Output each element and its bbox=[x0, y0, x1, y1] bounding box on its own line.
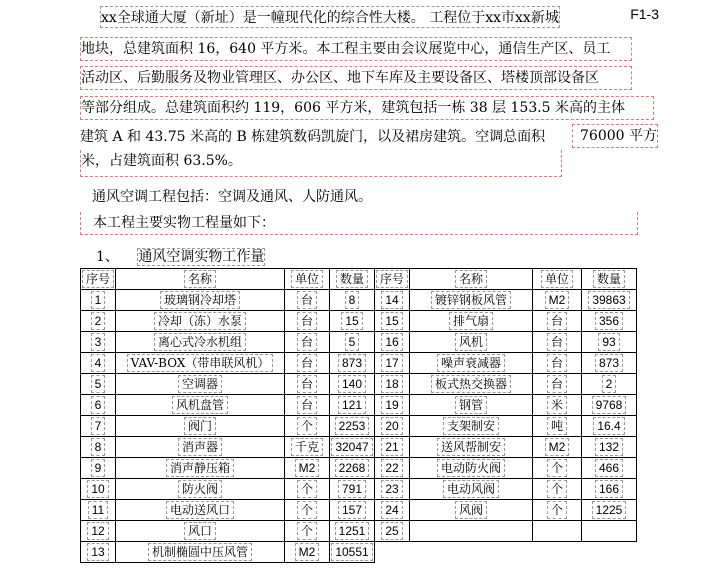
cell-text: M2 bbox=[295, 543, 320, 561]
cell-unit bbox=[285, 416, 330, 437]
cell-quantity bbox=[330, 542, 375, 563]
cell-index bbox=[81, 353, 116, 374]
cell-name bbox=[410, 353, 533, 374]
cell-quantity bbox=[330, 521, 375, 542]
cell-index bbox=[81, 374, 116, 395]
cell-text: 台 bbox=[297, 333, 317, 351]
cell-text: 风机 bbox=[455, 333, 487, 351]
cell-unit bbox=[533, 458, 582, 479]
cell-text: 8 bbox=[345, 291, 360, 309]
cell-text: 18 bbox=[381, 375, 402, 393]
works-table bbox=[80, 268, 637, 563]
cell-text: 132 bbox=[595, 438, 623, 456]
cell-text: 台 bbox=[297, 375, 317, 393]
cell-text: 支架制安 bbox=[443, 417, 499, 435]
header-label: 序号 bbox=[376, 270, 408, 288]
cell-text: 8 bbox=[91, 438, 106, 456]
intro-line-2: 地块，总建筑面积 16，640 平方米。本工程主要由会议展览中心，通信生产区、员工 bbox=[80, 37, 632, 61]
cell-index bbox=[375, 311, 410, 332]
cell-unit bbox=[533, 500, 582, 521]
cell-text: 排气扇 bbox=[449, 312, 493, 330]
cell-unit bbox=[285, 521, 330, 542]
cell-index bbox=[81, 500, 116, 521]
cell-quantity bbox=[582, 542, 637, 563]
header-name bbox=[116, 269, 285, 290]
cell-text: 25 bbox=[381, 522, 402, 540]
header-quantity bbox=[330, 269, 375, 290]
cell-unit bbox=[533, 542, 582, 563]
header-name bbox=[410, 269, 533, 290]
cell-name bbox=[116, 500, 285, 521]
cell-unit bbox=[533, 332, 582, 353]
cell-text: 22 bbox=[381, 459, 402, 477]
cell-text: 玻璃钢冷却塔 bbox=[160, 291, 240, 309]
cell-text: 9 bbox=[91, 459, 106, 477]
cell-text: 11 bbox=[88, 501, 108, 519]
table-header-row bbox=[81, 269, 637, 290]
cell-text: 32047 bbox=[331, 438, 372, 456]
cell-name bbox=[116, 458, 285, 479]
cell-text: 19 bbox=[381, 396, 402, 414]
cell-index bbox=[375, 374, 410, 395]
cell-unit bbox=[285, 395, 330, 416]
section-title bbox=[96, 246, 265, 266]
cell-text: 10 bbox=[87, 480, 108, 498]
cell-index bbox=[375, 458, 410, 479]
cell-text: 米 bbox=[547, 396, 567, 414]
intro-line-6-text: 米，占建筑面积 63.5%。 bbox=[81, 153, 242, 169]
cell-unit bbox=[285, 458, 330, 479]
cell-index bbox=[81, 290, 116, 311]
cell-quantity bbox=[582, 479, 637, 500]
table-row bbox=[81, 353, 637, 374]
cell-name bbox=[410, 395, 533, 416]
cell-unit bbox=[285, 479, 330, 500]
cell-text: 个 bbox=[297, 501, 317, 519]
cell-index bbox=[81, 479, 116, 500]
cell-name bbox=[116, 332, 285, 353]
cell-quantity bbox=[330, 332, 375, 353]
cell-text: 4 bbox=[91, 354, 106, 372]
cell-text: 防火阀 bbox=[178, 480, 222, 498]
cell-text: 21 bbox=[381, 438, 402, 456]
summary-line bbox=[80, 212, 638, 235]
cell-text: 冷却（冻）水泵 bbox=[154, 312, 246, 330]
cell-quantity bbox=[582, 311, 637, 332]
table-row bbox=[81, 458, 637, 479]
cell-text: 873 bbox=[338, 354, 366, 372]
cell-name bbox=[116, 416, 285, 437]
table-row bbox=[81, 290, 637, 311]
cell-unit bbox=[285, 500, 330, 521]
cell-quantity bbox=[330, 500, 375, 521]
cell-text: 电动风阀 bbox=[443, 480, 499, 498]
cell-text: 1225 bbox=[592, 501, 627, 519]
header-label: 序号 bbox=[82, 270, 114, 288]
cell-quantity bbox=[330, 290, 375, 311]
cell-text: 16.4 bbox=[593, 417, 624, 435]
cell-name bbox=[410, 437, 533, 458]
cell-text: 157 bbox=[338, 501, 366, 519]
cell-index bbox=[375, 332, 410, 353]
summary-text: 本工程主要实物工程量如下： bbox=[93, 215, 275, 231]
cell-name bbox=[410, 479, 533, 500]
cell-name bbox=[410, 374, 533, 395]
cell-name bbox=[116, 437, 285, 458]
cell-unit bbox=[285, 353, 330, 374]
cell-index bbox=[81, 416, 116, 437]
cell-index bbox=[375, 521, 410, 542]
intro-line-3: 活动区、后勤服务及物业管理区、办公区、地下车库及主要设备区、塔楼顶部设备区 bbox=[80, 66, 632, 90]
cell-text: 5 bbox=[91, 375, 106, 393]
cell-text: 10551 bbox=[331, 543, 372, 561]
cell-text: 873 bbox=[595, 354, 623, 372]
cell-text: 个 bbox=[297, 480, 317, 498]
cell-text: 17 bbox=[381, 354, 402, 372]
cell-index bbox=[81, 437, 116, 458]
cell-name bbox=[410, 416, 533, 437]
cell-text: 个 bbox=[547, 459, 567, 477]
cell-index bbox=[375, 395, 410, 416]
cell-quantity bbox=[330, 353, 375, 374]
cell-name bbox=[116, 374, 285, 395]
cell-text: 台 bbox=[547, 375, 567, 393]
cell-text: 2268 bbox=[335, 459, 370, 477]
cell-unit bbox=[285, 542, 330, 563]
cell-name bbox=[116, 521, 285, 542]
cell-text: 风口 bbox=[184, 522, 216, 540]
cell-text: 1 bbox=[91, 291, 106, 309]
table-row bbox=[81, 542, 637, 563]
header-unit bbox=[533, 269, 582, 290]
cell-name bbox=[116, 353, 285, 374]
cell-index bbox=[81, 332, 116, 353]
cell-text: 16 bbox=[381, 333, 402, 351]
cell-text: 12 bbox=[87, 522, 108, 540]
intro-line-5-tail: 76000 平方 bbox=[572, 124, 658, 148]
cell-text: 镀锌钢板风管 bbox=[431, 291, 511, 309]
cell-unit bbox=[533, 311, 582, 332]
cell-name bbox=[116, 290, 285, 311]
cell-text: 466 bbox=[595, 459, 623, 477]
cell-quantity bbox=[330, 437, 375, 458]
cell-index bbox=[375, 416, 410, 437]
cell-text: 台 bbox=[547, 312, 567, 330]
cell-quantity bbox=[582, 353, 637, 374]
cell-text: 93 bbox=[598, 333, 619, 351]
cell-index bbox=[81, 395, 116, 416]
header-label: 数量 bbox=[593, 270, 625, 288]
cell-text: 吨 bbox=[547, 417, 567, 435]
cell-text: 6 bbox=[91, 396, 106, 414]
cell-text: 个 bbox=[297, 417, 317, 435]
cell-text: 台 bbox=[297, 291, 317, 309]
cell-name bbox=[116, 311, 285, 332]
cell-index bbox=[81, 542, 116, 563]
header-label: 名称 bbox=[455, 270, 487, 288]
cell-text: 风机盘管 bbox=[172, 396, 228, 414]
cell-text: 消声静压箱 bbox=[166, 459, 234, 477]
cell-text: M2 bbox=[545, 291, 570, 309]
header-quantity bbox=[582, 269, 637, 290]
intro-line-1: xx全球通大厦（新址）是一幢现代化的综合性大楼。 工程位于xx市xx新城 bbox=[100, 6, 560, 28]
cell-index bbox=[81, 521, 116, 542]
cell-text: 电动送风口 bbox=[166, 501, 234, 519]
page-reference: F1-3 bbox=[630, 6, 659, 22]
cell-index bbox=[375, 500, 410, 521]
table-row bbox=[81, 521, 637, 542]
cell-text: 板式热交换器 bbox=[431, 375, 511, 393]
header-index bbox=[375, 269, 410, 290]
intro-line-6 bbox=[80, 150, 562, 177]
cell-unit bbox=[285, 437, 330, 458]
cell-name bbox=[116, 479, 285, 500]
cell-index bbox=[375, 437, 410, 458]
cell-quantity bbox=[330, 395, 375, 416]
scope-line: 通风空调工程包括：空调及通风、人防通风。 bbox=[92, 189, 372, 205]
cell-name bbox=[410, 500, 533, 521]
cell-text: 2 bbox=[91, 312, 106, 330]
cell-text: 24 bbox=[381, 501, 402, 519]
cell-index bbox=[81, 458, 116, 479]
cell-text: 13 bbox=[87, 543, 108, 561]
cell-text: 台 bbox=[297, 312, 317, 330]
section-title-text: 通风空调实物工作量 bbox=[138, 249, 265, 265]
cell-quantity bbox=[582, 521, 637, 542]
header-unit bbox=[285, 269, 330, 290]
table-row bbox=[81, 332, 637, 353]
cell-text: 121 bbox=[338, 396, 366, 414]
cell-text: 离心式冷水机组 bbox=[154, 333, 246, 351]
intro-line-4: 等部分组成。总建筑面积约 119，606 平方米，建筑包括一栋 38 层 153.5 米高的主体 bbox=[80, 96, 654, 120]
cell-text: 电动防火阀 bbox=[437, 459, 505, 477]
cell-text: 9768 bbox=[592, 396, 627, 414]
cell-name bbox=[410, 458, 533, 479]
cell-text: 噪声衰减器 bbox=[437, 354, 505, 372]
cell-text: 356 bbox=[595, 312, 623, 330]
cell-unit bbox=[533, 353, 582, 374]
table-row bbox=[81, 311, 637, 332]
cell-index bbox=[81, 311, 116, 332]
cell-text: 风阀 bbox=[455, 501, 487, 519]
cell-unit bbox=[533, 521, 582, 542]
cell-unit bbox=[533, 374, 582, 395]
cell-quantity bbox=[330, 311, 375, 332]
cell-text: 15 bbox=[381, 312, 402, 330]
cell-text: VAV-BOX（带串联风机） bbox=[127, 354, 274, 372]
cell-quantity bbox=[330, 416, 375, 437]
cell-unit bbox=[533, 290, 582, 311]
cell-name bbox=[410, 290, 533, 311]
cell-quantity bbox=[330, 458, 375, 479]
cell-text: 2 bbox=[602, 375, 617, 393]
cell-quantity bbox=[582, 374, 637, 395]
header-label: 数量 bbox=[336, 270, 368, 288]
cell-quantity bbox=[582, 332, 637, 353]
works-table-body bbox=[81, 269, 637, 563]
cell-text: 个 bbox=[547, 501, 567, 519]
cell-text: 166 bbox=[595, 480, 623, 498]
section-number: 1、 bbox=[96, 249, 119, 265]
cell-text: 2253 bbox=[335, 417, 370, 435]
header-index bbox=[81, 269, 116, 290]
cell-text: 机制椭圆中压风管 bbox=[148, 543, 252, 561]
cell-index bbox=[375, 479, 410, 500]
cell-index bbox=[375, 353, 410, 374]
cell-unit bbox=[533, 479, 582, 500]
cell-text: 20 bbox=[381, 417, 402, 435]
cell-name bbox=[410, 521, 533, 542]
cell-text: 消声器 bbox=[178, 438, 222, 456]
cell-quantity bbox=[582, 290, 637, 311]
cell-text: 钢管 bbox=[455, 396, 487, 414]
cell-text: 千克 bbox=[291, 438, 323, 456]
cell-unit bbox=[285, 374, 330, 395]
cell-text: 23 bbox=[381, 480, 402, 498]
cell-text: 140 bbox=[338, 375, 366, 393]
table-row bbox=[81, 479, 637, 500]
cell-unit bbox=[285, 290, 330, 311]
cell-text: 台 bbox=[297, 354, 317, 372]
cell-quantity bbox=[582, 458, 637, 479]
header-label: 名称 bbox=[184, 270, 216, 288]
cell-text: 个 bbox=[297, 522, 317, 540]
cell-text: 7 bbox=[91, 417, 106, 435]
cell-text: 14 bbox=[381, 291, 402, 309]
cell-name bbox=[410, 311, 533, 332]
cell-name bbox=[116, 542, 285, 563]
cell-text: 3 bbox=[91, 333, 106, 351]
cell-text: 台 bbox=[547, 333, 567, 351]
cell-unit bbox=[533, 395, 582, 416]
cell-text: 1251 bbox=[335, 522, 370, 540]
cell-text: 台 bbox=[547, 354, 567, 372]
table-row bbox=[81, 416, 637, 437]
cell-quantity bbox=[330, 479, 375, 500]
cell-quantity bbox=[330, 374, 375, 395]
header-label: 单位 bbox=[541, 270, 573, 288]
cell-unit bbox=[285, 311, 330, 332]
cell-unit bbox=[285, 332, 330, 353]
table-row bbox=[81, 437, 637, 458]
cell-name bbox=[410, 332, 533, 353]
cell-text: 台 bbox=[297, 396, 317, 414]
cell-quantity bbox=[582, 416, 637, 437]
cell-text: 个 bbox=[547, 480, 567, 498]
cell-text: 791 bbox=[338, 480, 366, 498]
cell-quantity bbox=[582, 395, 637, 416]
cell-unit bbox=[533, 416, 582, 437]
cell-name bbox=[116, 395, 285, 416]
cell-text: 送风帮制安 bbox=[437, 438, 505, 456]
table-row bbox=[81, 500, 637, 521]
cell-text: 15 bbox=[341, 312, 362, 330]
cell-quantity bbox=[582, 437, 637, 458]
cell-text: 阀门 bbox=[184, 417, 216, 435]
header-label: 单位 bbox=[291, 270, 323, 288]
cell-text: 空调器 bbox=[178, 375, 222, 393]
cell-text: M2 bbox=[545, 438, 570, 456]
table-row bbox=[81, 395, 637, 416]
cell-index bbox=[375, 542, 410, 563]
table-row bbox=[81, 374, 637, 395]
cell-name bbox=[410, 542, 533, 563]
cell-text: 5 bbox=[345, 333, 360, 351]
cell-index bbox=[375, 290, 410, 311]
cell-text: 39863 bbox=[588, 291, 629, 309]
intro-line-5: 建筑 A 和 43.75 米高的 B 栋建筑数码凯旋门，以及裙房建筑。空调总面积 bbox=[80, 129, 546, 145]
cell-unit bbox=[533, 437, 582, 458]
cell-text: M2 bbox=[295, 459, 320, 477]
cell-quantity bbox=[582, 500, 637, 521]
